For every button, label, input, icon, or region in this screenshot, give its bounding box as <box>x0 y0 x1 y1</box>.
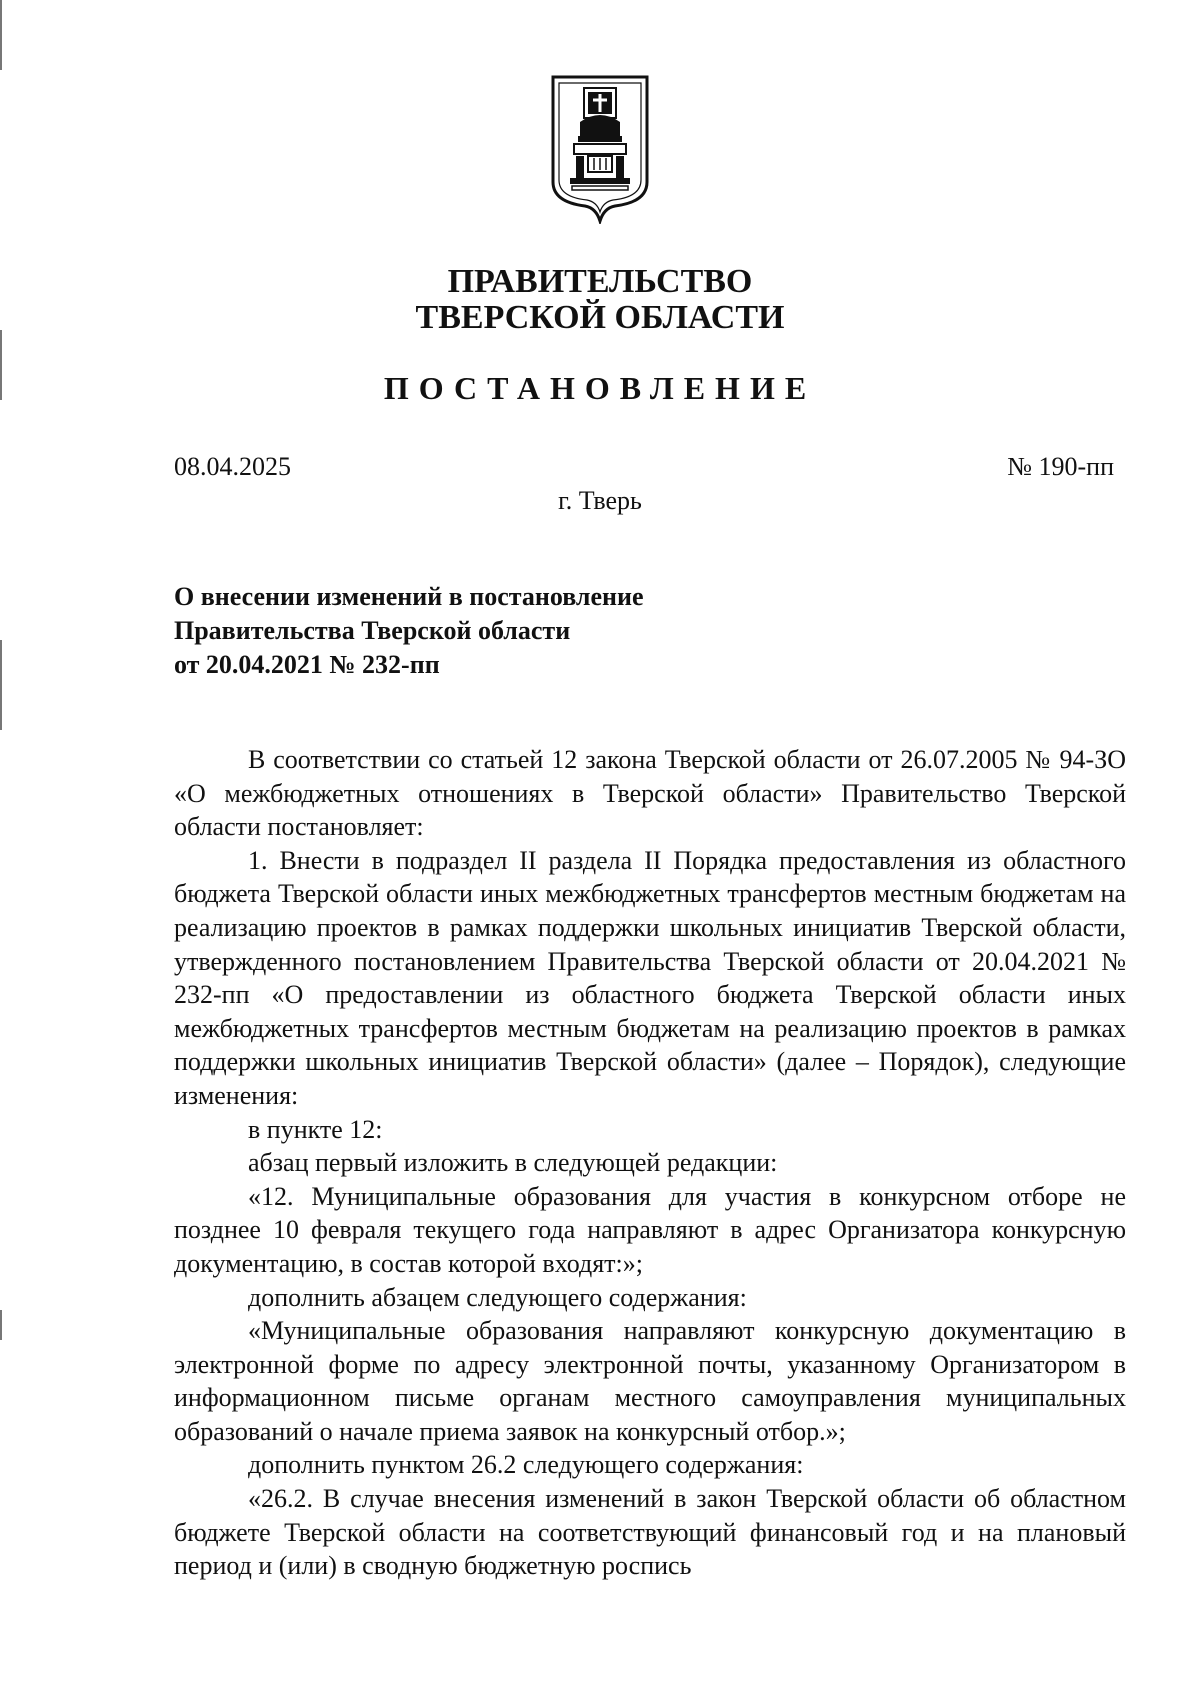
paragraph-quote-26-2: «26.2. В случае внесения изменений в закон Тверской области об областном бюджете Тверской области на соответствующий финансовый год и на плановый период и (или) в сводную бюджетную роспись <box>174 1484 1126 1581</box>
tver-coat-of-arms-icon <box>550 74 650 224</box>
paragraph-first-abzac: абзац первый изложить в следующей редакции: <box>248 1148 778 1178</box>
document-title-line2: Правительства Тверской области <box>174 616 571 645</box>
paragraph-item-1: 1. Внести в подраздел II раздела II Порядка предоставления из областного бюджета Тверской области иных межбюджетных трансфертов местным бюджетам на реализацию проектов в рамках поддержки школьных инициатив Тверской области, утвержденного постановлением Правительства Тверской области от 20.04.2021 № 232-пп «О предоставлении из областного бюджета Тверской области иных межбюджетных трансфертов местным бюджетам на реализацию проектов в рамках поддержки школьных инициатив Тверской области» (далее – Порядок), следующие изменения: <box>174 845 1126 1110</box>
paragraph-preamble: В соответствии со статьей 12 закона Тверской области от 26.07.2005 № 94-ЗО «О межбюджетных отношениях в Тверской области» Правительство Тверской области постановляет: <box>174 745 1126 842</box>
government-title-line1: ПРАВИТЕЛЬСТВО <box>447 263 753 300</box>
paragraph-add-point: дополнить пунктом 26.2 следующего содержания: <box>248 1450 804 1480</box>
document-date: 08.04.2025 <box>174 452 291 481</box>
scan-margin-mark <box>0 1310 2 1340</box>
government-title-line2: ТВЕРСКОЙ ОБЛАСТИ <box>415 299 785 336</box>
document-title-line1: О внесении изменений в постановление <box>174 582 644 611</box>
document-title <box>174 580 874 682</box>
paragraph-add-abzac: дополнить абзацем следующего содержания: <box>248 1282 747 1312</box>
paragraph-quote-municipal: «Муниципальные образования направляют конкурсную документацию в электронной форме по адресу электронной почты, указанному Организатором в информационном письме органам местного самоуправления муниципальных образований о начале приема заявок на конкурсный отбор.»; <box>174 1316 1126 1446</box>
document-city: г. Тверь <box>558 486 642 515</box>
document-body <box>174 743 1126 1583</box>
paragraph-point-12: в пункте 12: <box>248 1114 383 1144</box>
document-title-line3: от 20.04.2021 № 232-пп <box>174 650 440 679</box>
scan-margin-mark <box>0 0 2 70</box>
document-number: № 190-пп <box>1007 452 1114 481</box>
scan-margin-mark <box>0 330 2 400</box>
document-type: ПОСТАНОВЛЕНИЕ <box>383 370 817 406</box>
paragraph-quote-12: «12. Муниципальные образования для участия в конкурсном отборе не позднее 10 февраля текущего года направляют в адрес Организатора конкурсную документацию, в состав которой входят:»; <box>174 1181 1126 1278</box>
scan-margin-mark <box>0 640 2 730</box>
